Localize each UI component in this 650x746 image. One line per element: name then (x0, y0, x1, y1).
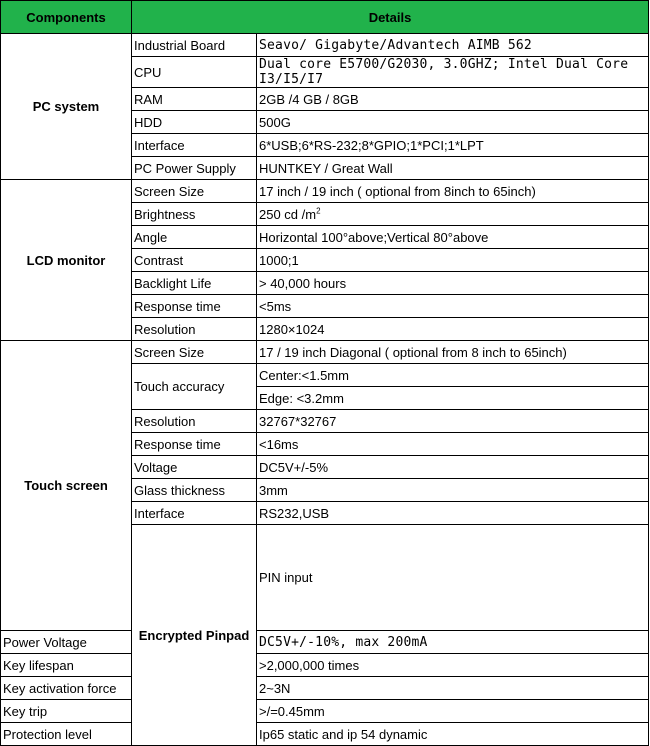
row-label: Interface (132, 134, 257, 157)
row-value: Ip65 static and ip 54 dynamic (257, 723, 649, 746)
row-value: >2,000,000 times (257, 654, 649, 677)
row-label: Screen Size (132, 341, 257, 364)
row-label: Screen Size (132, 180, 257, 203)
row-label: Brightness (132, 203, 257, 226)
components-header: Components (1, 1, 132, 34)
details-header: Details (132, 1, 649, 34)
row-value: Center:<1.5mm (257, 364, 649, 387)
row-label: HDD (132, 111, 257, 134)
superscript-exponent: 2 (316, 206, 321, 216)
row-value: 17 / 19 inch Diagonal ( optional from 8 inch to 65inch) (257, 341, 649, 364)
row-label: RAM (132, 88, 257, 111)
group-encrypted-pinpad: Encrypted Pinpad (132, 525, 257, 746)
row-label: Protection level (1, 723, 132, 746)
row-value: 500G (257, 111, 649, 134)
table-row (1, 631, 649, 654)
row-value: RS232,USB (257, 502, 649, 525)
row-value: <5ms (257, 295, 649, 318)
row-label: Interface (132, 502, 257, 525)
row-value: 6*USB;6*RS-232;8*GPIO;1*PCI;1*LPT (257, 134, 649, 157)
row-value: DC5V+/-5% (257, 456, 649, 479)
row-value: 32767*32767 (257, 410, 649, 433)
row-label: Key activation force (1, 677, 132, 700)
row-value: >/=0.45mm (257, 700, 649, 723)
row-label: Voltage (132, 456, 257, 479)
row-label: Resolution (132, 318, 257, 341)
row-value: Edge: <3.2mm (257, 387, 649, 410)
row-label: Glass thickness (132, 479, 257, 502)
row-label: Power Voltage (1, 631, 132, 654)
table-row (1, 180, 649, 203)
row-value: > 40,000 hours (257, 272, 649, 295)
row-value: DC5V+/-10%, max 200mA (257, 631, 649, 654)
row-value: Dual core E5700/G2030, 3.0GHZ; Intel Dual Core I3/I5/I7 (257, 57, 649, 88)
row-value: 17 inch / 19 inch ( optional from 8inch to 65inch) (257, 180, 649, 203)
group-touch-screen: Touch screen (1, 341, 132, 631)
row-label: Industrial Board (132, 34, 257, 57)
group-pc-system: PC system (1, 34, 132, 180)
row-label: Response time (132, 433, 257, 456)
row-label: Response time (132, 295, 257, 318)
row-value: 2~3N (257, 677, 649, 700)
group-lcd-monitor: LCD monitor (1, 180, 132, 341)
table-row (1, 34, 649, 57)
row-label: PC Power Supply (132, 157, 257, 180)
row-value: <16ms (257, 433, 649, 456)
row-value: 3mm (257, 479, 649, 502)
row-label: Touch accuracy (132, 364, 257, 410)
row-value: Horizontal 100°above;Vertical 80°above (257, 226, 649, 249)
row-label: Resolution (132, 410, 257, 433)
table-row (1, 723, 649, 746)
table-row (1, 700, 649, 723)
table-row (1, 341, 649, 364)
table-row (1, 677, 649, 700)
row-value: HUNTKEY / Great Wall (257, 157, 649, 180)
row-value: Seavo/ Gigabyte/Advantech AIMB 562 (257, 34, 649, 57)
row-label: Angle (132, 226, 257, 249)
table-row (1, 654, 649, 677)
row-label: Key lifespan (1, 654, 132, 677)
row-value: 2GB /4 GB / 8GB (257, 88, 649, 111)
row-label: PIN input (257, 525, 649, 631)
row-label: Backlight Life (132, 272, 257, 295)
row-value (257, 203, 649, 226)
row-value: 1280×1024 (257, 318, 649, 341)
row-value: 1000;1 (257, 249, 649, 272)
row-label: Key trip (1, 700, 132, 723)
row-label: Contrast (132, 249, 257, 272)
brightness-value: 250 cd /m (259, 206, 317, 222)
header-row (1, 1, 649, 34)
row-label: CPU (132, 57, 257, 88)
